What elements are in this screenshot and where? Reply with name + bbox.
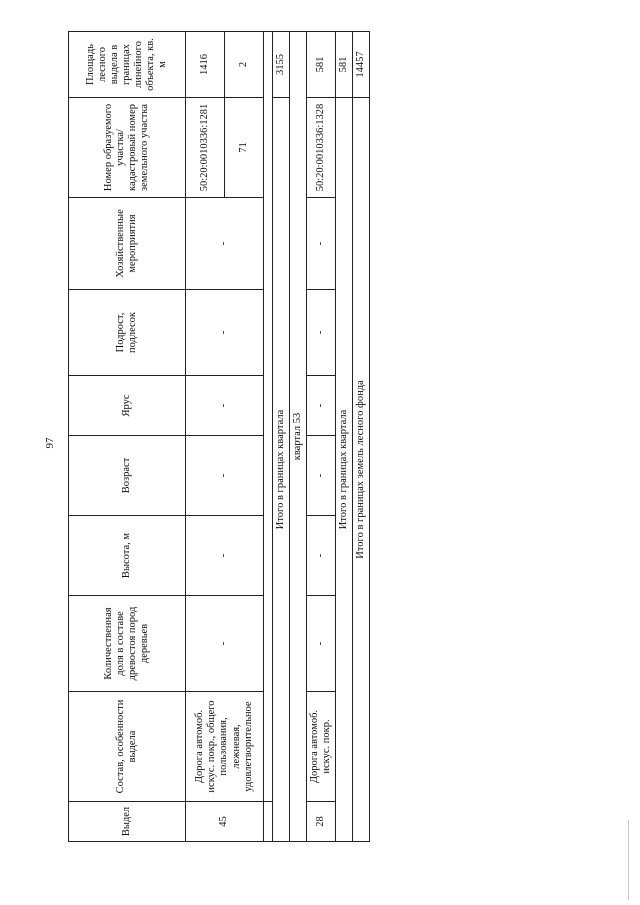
header-meropriyatiya: Хозяйственные мероприятия — [69, 198, 186, 290]
total-forest-label: Итого в границах земель лесного фонда — [353, 98, 370, 842]
spacer-row — [264, 32, 273, 842]
scan-edge-line — [628, 820, 629, 900]
cell-ploshchad: 2 — [225, 32, 264, 98]
table-row — [307, 32, 336, 842]
header-yarus: Ярус — [69, 376, 186, 436]
forest-allotment-table — [68, 31, 370, 842]
table-frame — [68, 32, 367, 842]
cell-dolya: - — [307, 596, 336, 692]
cell-nomer: 50:20:0010336:1328 — [307, 98, 336, 198]
header-sostav: Состав, особенности выдела — [69, 692, 186, 802]
total-quarter-label: Итого в границах квартала — [273, 98, 290, 842]
total-quarter-value: 581 — [336, 32, 353, 98]
rotated-table-container — [68, 32, 367, 842]
cell-vysota: - — [307, 516, 336, 596]
header-vozrast: Возраст — [69, 436, 186, 516]
total-forest-value: 14457 — [353, 32, 370, 98]
cell-ploshchad: 1416 — [186, 32, 225, 98]
header-dolya: Количественная доля в составе древостоя пород деревьев — [69, 596, 186, 692]
cell-yarus: - — [307, 376, 336, 436]
cell-nomer: 50:20:0010336:1281 — [186, 98, 225, 198]
cell-vozrast: - — [186, 436, 264, 516]
quarter-label: квартал 53 — [290, 32, 307, 842]
cell-nomer: 71 — [225, 98, 264, 198]
cell-vozrast: - — [307, 436, 336, 516]
total-quarter-value: 3155 — [273, 32, 290, 98]
cell-podrost: - — [186, 290, 264, 376]
cell-meropriyatiya: - — [186, 198, 264, 290]
cell-vydel: 45 — [186, 802, 264, 842]
total-row-forest — [353, 32, 370, 842]
total-row-quarter — [336, 32, 353, 842]
header-vydel: Выдел — [69, 802, 186, 842]
cell-ploshchad: 581 — [307, 32, 336, 98]
header-podrost: Подрост, подлесок — [69, 290, 186, 376]
cell-podrost: - — [307, 290, 336, 376]
table-row — [186, 32, 225, 842]
header-ploshchad: Площадь лесного выдела в границах линейного объекта, кв. м — [69, 32, 186, 98]
cell-vydel: 28 — [307, 802, 336, 842]
cell-sostav: Дорога автомоб. искус. покр., общего пользования, лежневая, удовлетворительное — [186, 692, 264, 802]
total-quarter-label: Итого в границах квартала — [336, 98, 353, 842]
cell-vysota: - — [186, 516, 264, 596]
cell-sostav: Дорога автомоб. искус. покр. — [307, 692, 336, 802]
page-number: 97 — [44, 437, 56, 449]
cell-yarus: - — [186, 376, 264, 436]
cell-dolya: - — [186, 596, 264, 692]
header-row — [69, 32, 186, 842]
total-row-quarter — [273, 32, 290, 842]
quarter-row — [290, 32, 307, 842]
cell-meropriyatiya: - — [307, 198, 336, 290]
header-nomer: Номер образуемого участка/кадастровый номер земельного участка — [69, 98, 186, 198]
header-vysota: Высота, м — [69, 516, 186, 596]
